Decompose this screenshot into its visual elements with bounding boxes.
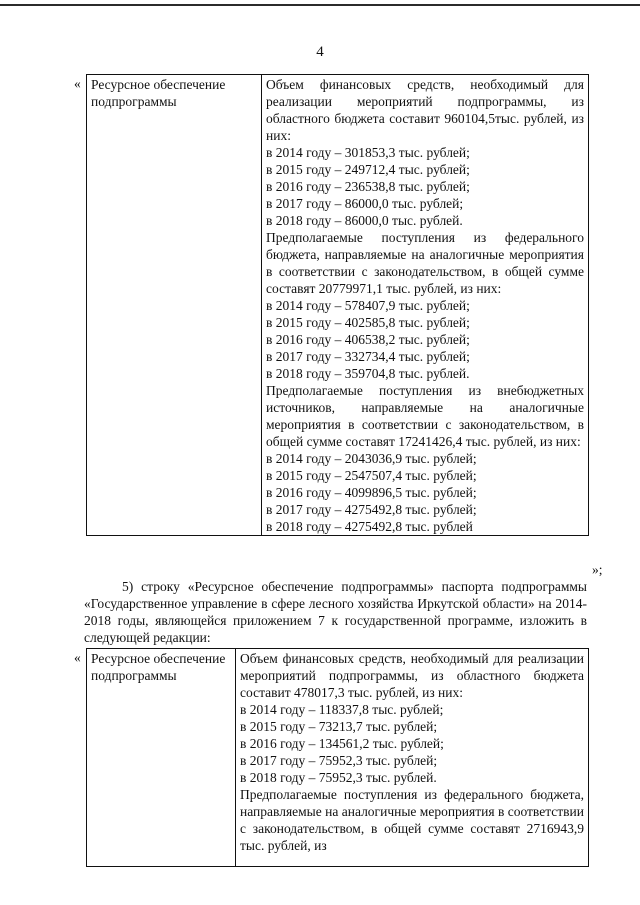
resource-content-cell-2 xyxy=(236,649,589,867)
regional-year-row: в 2018 году – 75952,3 тыс. рублей. xyxy=(240,770,437,785)
offbudget-year-row: в 2015 году – 2547507,4 тыс. рублей; xyxy=(266,468,477,483)
offbudget-year-row: в 2014 году – 2043036,9 тыс. рублей; xyxy=(266,451,477,466)
regional-year-row: в 2018 году – 86000,0 тыс. рублей. xyxy=(266,213,463,228)
resource-label-1: Ресурсное обеспечение подпрограммы xyxy=(91,77,226,109)
federal-year-row: в 2018 году – 359704,8 тыс. рублей. xyxy=(266,366,470,381)
resource-table-1 xyxy=(86,74,589,536)
federal-budget-intro-2: Предполагаемые поступления из федерального бюджета, направляемые на аналогичные мероприятия в соответствии с законодательством, в общей сумме составят 2716943,9 тыс. рублей, из xyxy=(240,787,584,853)
resource-label-cell-1 xyxy=(87,75,262,536)
offbudget-year-row: в 2016 году – 4099896,5 тыс. рублей; xyxy=(266,485,477,500)
federal-year-row: в 2016 году – 406538,2 тыс. рублей; xyxy=(266,332,470,347)
page-number: 4 xyxy=(316,44,324,60)
opening-quote-2: « xyxy=(74,650,81,665)
regional-year-row: в 2017 году – 86000,0 тыс. рублей; xyxy=(266,196,464,211)
federal-year-row: в 2015 году – 402585,8 тыс. рублей; xyxy=(266,315,470,330)
regional-year-row: в 2015 году – 249712,4 тыс. рублей; xyxy=(266,162,470,177)
offbudget-year-row: в 2018 году – 4275492,8 тыс. рублей xyxy=(266,519,473,534)
opening-quote-1: « xyxy=(74,76,81,91)
resource-table-2 xyxy=(86,648,589,867)
federal-year-row: в 2014 году – 578407,9 тыс. рублей; xyxy=(266,298,470,313)
resource-content-cell-1 xyxy=(262,75,589,536)
resource-label-cell-2 xyxy=(87,649,236,867)
resource-label-2: Ресурсное обеспечение подпрограммы xyxy=(91,651,226,683)
instruction-paragraph: 5) строку «Ресурсное обеспечение подпрограммы» паспорта подпрограммы «Государственное управление в сфере лесного хозяйства Иркутской области» на 2014-2018 годы, являющейся приложением 7 к государственной программе, изложить в следующей редакции: xyxy=(84,579,587,645)
regional-year-row: в 2017 году – 75952,3 тыс. рублей; xyxy=(240,753,438,768)
regional-year-row: в 2014 году – 118337,8 тыс. рублей; xyxy=(240,702,444,717)
federal-budget-intro-1: Предполагаемые поступления из федерального бюджета, направляемые на аналогичные мероприятия в соответствии с законодательством, в общей сумме составят 20779971,1 тыс. рублей, из них: xyxy=(266,230,584,296)
offbudget-year-row: в 2017 году – 4275492,8 тыс. рублей; xyxy=(266,502,477,517)
top-rule xyxy=(0,4,640,6)
regional-year-row: в 2016 году – 134561,2 тыс. рублей; xyxy=(240,736,444,751)
federal-year-row: в 2017 году – 332734,4 тыс. рублей; xyxy=(266,349,470,364)
closing-quote-1: »; xyxy=(592,562,603,577)
regional-year-row: в 2014 году – 301853,3 тыс. рублей; xyxy=(266,145,470,160)
regional-budget-intro-2: Объем финансовых средств, необходимый для реализации мероприятий подпрограммы, из областного бюджета составит 478017,3 тыс. рублей, из них: xyxy=(240,651,584,700)
regional-year-row: в 2015 году – 73213,7 тыс. рублей; xyxy=(240,719,438,734)
regional-budget-intro-1: Объем финансовых средств, необходимый для реализации мероприятий подпрограммы, из областного бюджета составит 960104,5тыс. рублей, из них: xyxy=(266,77,584,143)
regional-year-row: в 2016 году – 236538,8 тыс. рублей; xyxy=(266,179,470,194)
offbudget-intro-1: Предполагаемые поступления из внебюджетных источников, направляемые на аналогичные мероприятия в соответствии с законодательством, в общей сумме составят 17241426,4 тыс. рублей, из них: xyxy=(266,383,584,449)
